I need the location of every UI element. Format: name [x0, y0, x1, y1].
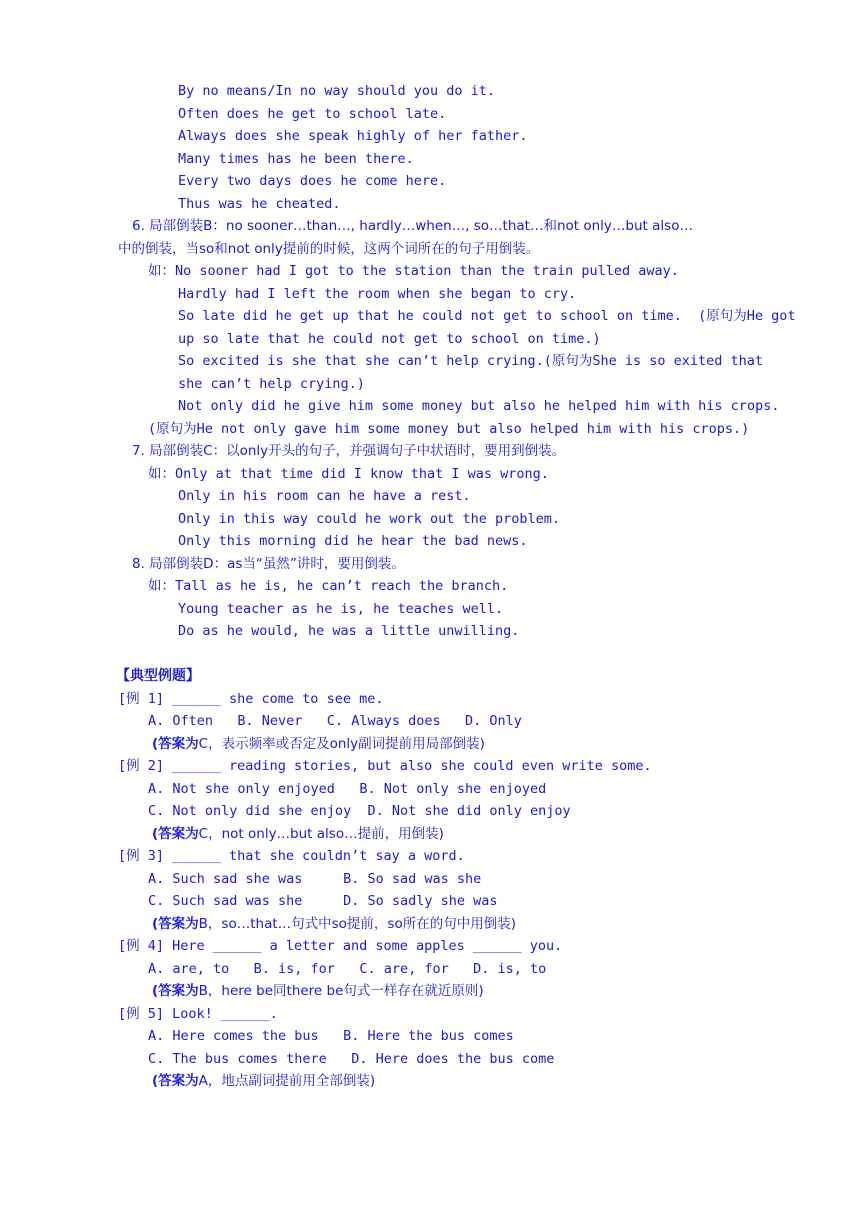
question: [例 4] Here ______ a letter and some apples ______ you. [118, 938, 563, 954]
question-options: A. Here comes the bus B. Here the bus comes [148, 1028, 514, 1044]
answer-text: B，so…that…句式中so提前，so所在的句中用倒装) [198, 916, 516, 932]
example-sentence: By no means/In no way should you do it. [178, 83, 495, 99]
rule-item-6: 6. 局部倒装B：no sooner…than…, hardly…when…, so…that…和not only…but also… [132, 218, 693, 234]
answer-line [152, 1072, 375, 1090]
answer-text: A，地点副词提前用全部倒装) [198, 1073, 376, 1089]
example-sentence: Only in this way could he work out the problem. [178, 511, 561, 527]
rule-item-6-cont: 中的倒装，当so和not only提前的时候，这两个词所在的句子用倒装。 [118, 241, 540, 257]
example-sentence: Do as he would, he was a little unwilling. [178, 623, 520, 639]
question-options: C. Such sad was she D. So sadly she was [148, 893, 498, 909]
example-sentence: Only in his room can he have a rest. [178, 488, 471, 504]
answer-text: C，表示频率或否定及only副词提前用局部倒装) [198, 736, 485, 752]
section-title: 【典型例题】 [116, 668, 200, 684]
example-sentence: up so late that he could not get to school on time.) [178, 331, 601, 347]
example-sentence: Many times has he been there. [178, 151, 414, 167]
answer-label: (答案为 [152, 916, 199, 932]
example-sentence: Thus was he cheated. [178, 196, 341, 212]
example-sentence: 如：No sooner had I got to the station than the train pulled away. [148, 263, 679, 279]
answer-line [152, 982, 484, 1000]
rule-item-7: 7. 局部倒装C：以only开头的句子，并强调句子中状语时，要用到倒装。 [132, 443, 566, 459]
example-sentence: 如：Tall as he is, he can’t reach the branch. [148, 578, 509, 594]
answer-line [152, 915, 516, 933]
answer-text: C，not only…but also…提前，用倒装) [198, 826, 444, 842]
example-sentence: (原句为He not only gave him some money but also helped him with his crops.) [148, 421, 750, 437]
answer-text: B，here be同there be句式一样存在就近原则) [198, 983, 484, 999]
question: [例 1] ______ she come to see me. [118, 691, 384, 707]
rule-item-8: 8. 局部倒装D：as当“虽然”讲时，要用倒装。 [132, 556, 405, 572]
question-options: A. are, to B. is, for C. are, for D. is, to [148, 961, 547, 977]
example-sentence: she can’t help crying.) [178, 376, 365, 392]
answer-label: (答案为 [152, 983, 199, 999]
question: [例 3] ______ that she couldn’t say a word. [118, 848, 465, 864]
example-sentence: Often does he get to school late. [178, 106, 447, 122]
example-sentence: So excited is she that she can’t help crying.(原句为She is so exited that [178, 353, 764, 369]
answer-label: (答案为 [152, 826, 199, 842]
example-sentence: Only this morning did he hear the bad news. [178, 533, 528, 549]
question-options: C. Not only did she enjoy D. Not she did only enjoy [148, 803, 571, 819]
question: [例 2] ______ reading stories, but also she could even write some. [118, 758, 652, 774]
example-sentence: Always does she speak highly of her father. [178, 128, 528, 144]
answer-line [152, 735, 485, 753]
answer-label: (答案为 [152, 736, 199, 752]
question: [例 5] Look! ______. [118, 1006, 278, 1022]
question-options: A. Not she only enjoyed B. Not only she enjoyed [148, 781, 547, 797]
question-options: C. The bus comes there D. Here does the bus come [148, 1051, 555, 1067]
answer-label: (答案为 [152, 1073, 199, 1089]
example-sentence: Hardly had I left the room when she began to cry. [178, 286, 577, 302]
example-sentence: Every two days does he come here. [178, 173, 447, 189]
question-options: A. Such sad she was B. So sad was she [148, 871, 482, 887]
example-sentence: Not only did he give him some money but also he helped him with his crops. [178, 398, 780, 414]
answer-line [152, 825, 444, 843]
example-sentence: So late did he get up that he could not get to school on time. (原句为He got [178, 308, 796, 324]
question-options: A. Often B. Never C. Always does D. Only [148, 713, 522, 729]
example-sentence: Young teacher as he is, he teaches well. [178, 601, 504, 617]
example-sentence: 如：Only at that time did I know that I was wrong. [148, 466, 549, 482]
